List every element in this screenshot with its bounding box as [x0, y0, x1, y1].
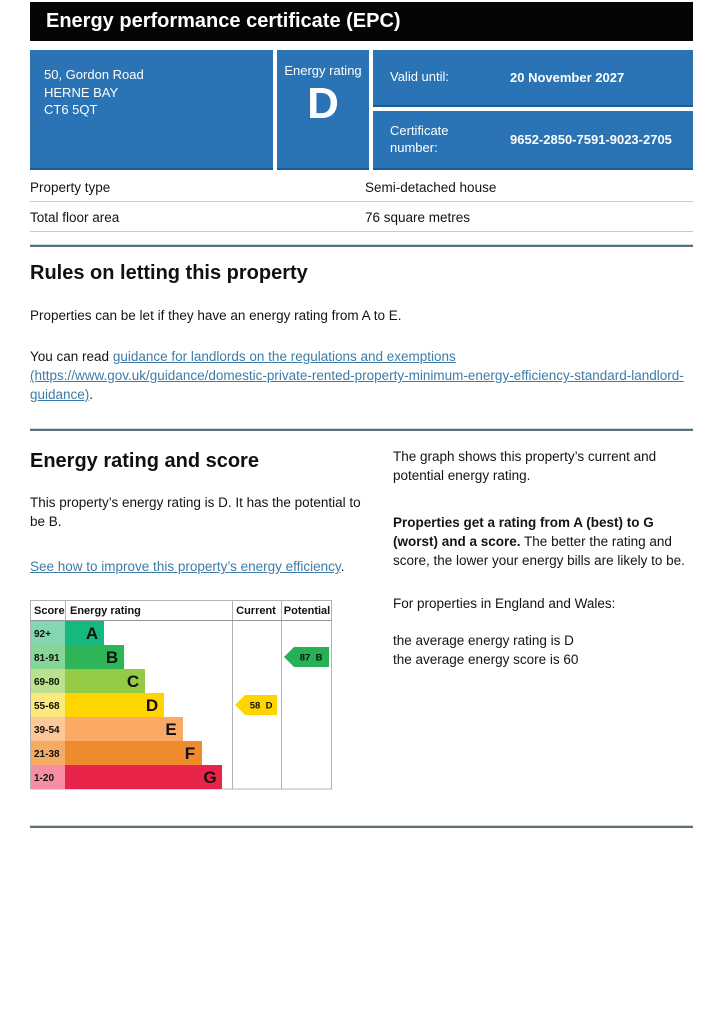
score-label-e: 39-54	[34, 725, 60, 736]
property-type-value: Semi-detached house	[365, 180, 497, 195]
score-label-c: 69-80	[34, 677, 60, 688]
score-label-b: 81-91	[34, 653, 60, 664]
band-letter-e: E	[165, 720, 177, 739]
rating-right-column	[393, 431, 693, 795]
ratings-explainer-bold: Properties get a rating from A (best) to G (worst) and a score.	[393, 515, 654, 549]
certificate-number-row	[373, 111, 693, 170]
page-title: Energy performance certificate (EPC)	[30, 2, 693, 41]
rating-left-column	[30, 431, 363, 795]
chart-header-rating: Energy rating	[70, 605, 141, 617]
address-line-1: 50, Gordon Road	[44, 67, 144, 82]
current-rating-letter: D	[265, 700, 273, 712]
property-summary-table	[30, 172, 693, 232]
average-score-line: the average energy score is 60	[393, 652, 579, 667]
epc-document	[30, 0, 693, 828]
band-letter-c: C	[126, 672, 140, 691]
current-rating-paragraph: This property’s energy rating is D. It has the potential to be B.	[30, 495, 361, 529]
rules-heading: Rules on letting this property	[30, 262, 308, 284]
band-letter-f: F	[184, 744, 196, 763]
floor-area-value: 76 square metres	[365, 210, 471, 225]
address-line-2: HERNE BAY	[44, 84, 119, 100]
table-row	[30, 172, 693, 202]
graph-description: The graph shows this property’s current and potential energy rating.	[393, 449, 657, 483]
rules-paragraph: Properties can be let if they have an energy rating from A to E.	[30, 308, 402, 323]
improve-paragraph	[30, 557, 363, 576]
score-label-d: 55-68	[34, 701, 60, 712]
valid-until-row	[373, 50, 693, 107]
averages-block	[393, 631, 693, 669]
current-rating-score: 58	[249, 700, 261, 712]
band-letter-a: A	[85, 624, 99, 643]
energy-rating-value: D	[307, 79, 339, 128]
score-label-a: 92+	[34, 629, 51, 640]
table-row	[30, 202, 693, 232]
ratings-explainer	[393, 513, 693, 570]
chart-header-current: Current	[236, 605, 276, 617]
ratings-explainer-rest: The better the rating and score, the lower your energy bills are likely to be.	[393, 534, 685, 568]
improve-suffix: .	[340, 559, 345, 574]
section-divider	[30, 244, 693, 247]
landlord-guidance-link[interactable]: guidance for landlords on the regulations and exemptions (https://www.gov.uk/guidance/domestic-private-rented-property-minimum-energy-efficiency-standard-landlord-guidance)	[30, 349, 684, 402]
england-wales-line: For properties in England and Wales:	[393, 596, 616, 611]
epc-rating-chart	[30, 600, 363, 795]
energy-rating-section	[30, 431, 693, 795]
rules-guidance-paragraph	[30, 347, 693, 404]
band-letter-b: B	[105, 648, 119, 667]
certificate-meta	[373, 50, 693, 170]
certificate-panel	[30, 50, 693, 170]
floor-area-label: Total floor area	[30, 210, 120, 225]
average-rating-line: the average energy rating is D	[393, 633, 574, 648]
energy-rating-label: Energy rating	[284, 63, 362, 78]
guidance-suffix: .	[89, 387, 94, 402]
section-divider	[30, 825, 693, 828]
chart-header-potential: Potential	[283, 605, 331, 617]
property-type-label: Property type	[30, 180, 111, 195]
energy-rating-cell	[277, 50, 369, 170]
score-label-f: 21-38	[34, 749, 60, 760]
band-bar-a	[65, 621, 104, 645]
certificate-number-label: Certificate number:	[390, 122, 449, 155]
property-address	[30, 50, 273, 170]
band-bar-f	[65, 741, 202, 765]
epc-rating-chart-svg	[30, 600, 332, 790]
band-letter-g: G	[203, 768, 217, 787]
valid-until-value: 20 November 2027	[510, 70, 625, 85]
score-label-g: 1-20	[34, 773, 55, 784]
band-bar-g	[65, 765, 222, 789]
guidance-prefix: You can read	[30, 349, 113, 364]
band-letter-d: D	[145, 696, 159, 715]
potential-rating-score: 87	[299, 652, 311, 664]
chart-header-score: Score	[34, 605, 65, 617]
rating-heading: Energy rating and score	[30, 450, 259, 472]
valid-until-label: Valid until:	[390, 69, 450, 85]
potential-rating-letter: B	[315, 652, 323, 664]
address-line-3: CT6 5QT	[44, 102, 98, 118]
improve-efficiency-link[interactable]: See how to improve this property’s energy efficiency	[30, 559, 341, 574]
certificate-number-value: 9652-2850-7591-9023-2705	[510, 132, 672, 147]
